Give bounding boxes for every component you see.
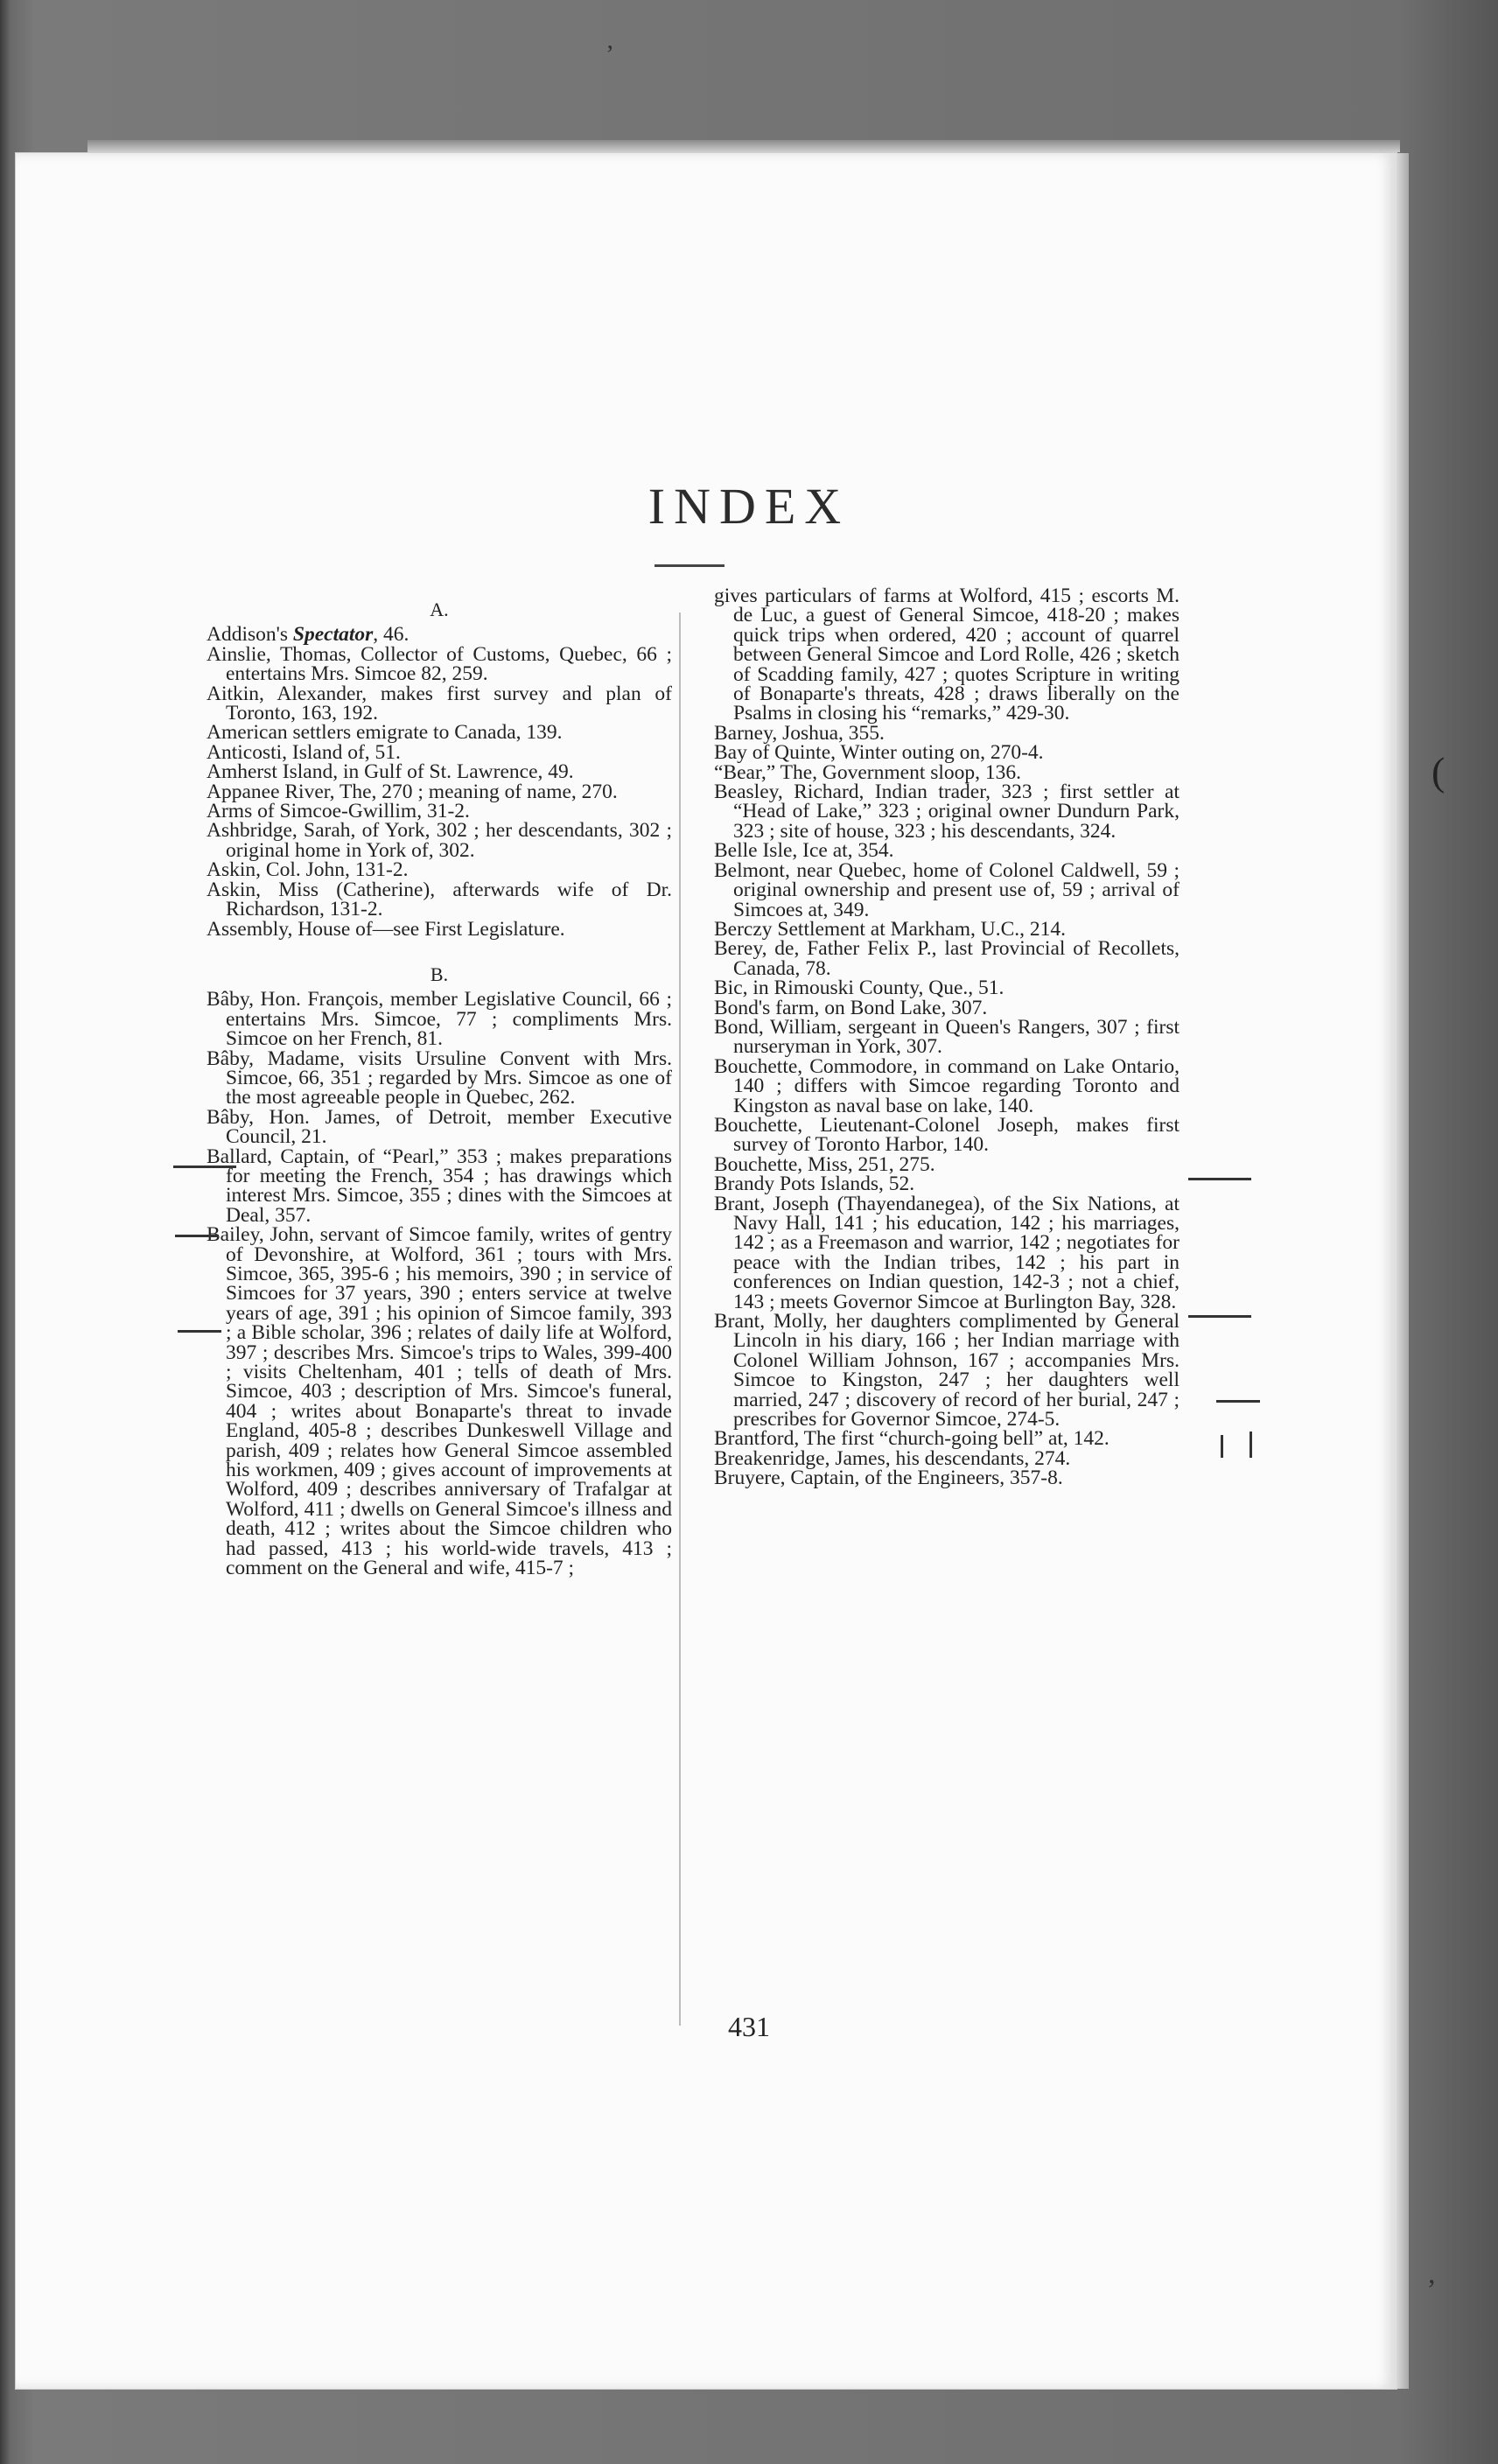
column-divider (679, 612, 681, 2026)
margin-pencil-mark (1221, 1435, 1223, 1458)
margin-bracket-mark: ( (1432, 749, 1446, 794)
scan-speck: , (1428, 2258, 1436, 2290)
right-index-entry: Brant, Joseph (Thayendanegea), of the Six Nations, at Navy Hall, 141 ; his education, 142 ; his marriages, 142 ; as a Freemason and warrior, 142 ; negotiates for peace with the Indian tribes, 142 ; his part in conferences on Indian question, 142-3 ; not a chief, 143 ; meets Governor Simcoe at Burlington Bay, 328. (714, 1192, 1180, 1313)
left-index-entry: Appanee River, The, 270 ; meaning of name, 270. (206, 780, 618, 803)
title-rule (654, 564, 724, 567)
left-index-entry: Addison's Spectator, 46. (206, 623, 410, 647)
left-index-entry: Askin, Col. John, 131-2. (206, 858, 409, 882)
left-index-entry: Amherst Island, in Gulf of St. Lawrence, 49. (206, 760, 574, 784)
index-column-left (206, 586, 672, 1578)
right-index-entry: Bouchette, Lieutenant-Colonel Joseph, makes first survey of Toronto Harbor, 140. (714, 1113, 1180, 1157)
right-index-entry: Bay of Quinte, Winter outing on, 270-4. (714, 741, 1044, 765)
right-index-entry: Bouchette, Miss, 251, 275. (714, 1152, 935, 1176)
left-index-entry: Ballard, Captain, of “Pearl,” 353 ; makes preparations for meeting the French, 354 ; has drawings which interest Mrs. Simcoe, 355 ; dines with the Simcoes at Deal, 357. (206, 1144, 672, 1227)
right-index-entry: Bouchette, Commodore, in command on Lake Ontario, 140 ; differs with Simcoe regarding Toronto and Kingston as naval base on lake, 140. (714, 1054, 1180, 1117)
right-index-entry: Belmont, near Quebec, home of Colonel Caldwell, 59 ; original ownership and present use of, 59 ; arrival of Simcoes at, 349. (714, 858, 1180, 921)
page-number: 431 (728, 2011, 770, 2042)
right-index-entry: Belle Isle, Ice at, 354. (714, 839, 894, 863)
scan-speck: ʼ (606, 40, 614, 69)
left-index-entry: Bâby, Hon. François, member Legislative Council, 66 ; entertains Mrs. Simcoe, 77 ; compliments Mrs. Simcoe on her French, 81. (206, 988, 672, 1051)
left-index-entry: Bâby, Hon. James, of Detroit, member Executive Council, 21. (206, 1105, 672, 1149)
margin-pencil-mark (178, 1330, 221, 1333)
left-index-entry: American settlers emigrate to Canada, 139. (206, 721, 563, 745)
left-index-entry: Aitkin, Alexander, makes first survey and plan of Toronto, 163, 192. (206, 682, 672, 725)
right-index-entry: Brandy Pots Islands, 52. (714, 1172, 915, 1196)
right-index-entry: Barney, Joshua, 355. (714, 721, 885, 745)
left-index-entry: Askin, Miss (Catherine), afterwards wife of Dr. Richardson, 131-2. (206, 878, 672, 921)
right-index-entry: Berey, de, Father Felix P., last Provincial of Recollets, Canada, 78. (714, 937, 1180, 980)
left-index-entry: Assembly, House of—see First Legislature. (206, 917, 565, 941)
right-index-entry: “Bear,” The, Government sloop, 136. (714, 760, 1022, 784)
margin-pencil-mark (1188, 1315, 1251, 1318)
right-index-entry: Bruyere, Captain, of the Engineers, 357-8. (714, 1466, 1063, 1490)
margin-pencil-mark (1216, 1400, 1260, 1403)
right-index-entry: Berczy Settlement at Markham, U.C., 214. (714, 917, 1067, 941)
right-index-entry: Bond's farm, on Bond Lake, 307. (714, 996, 988, 1019)
margin-pencil-mark (1250, 1432, 1252, 1458)
margin-pencil-mark (175, 1235, 219, 1237)
right-index-entry: Beasley, Richard, Indian trader, 323 ; first settler at “Head of Lake,” 323 ; original owner Dundurn Park, 323 ; site of house, 323 ; his descendants, 324. (714, 780, 1180, 843)
index-title: INDEX (648, 478, 850, 535)
left-index-entry: Bâby, Madame, visits Ursuline Convent with Mrs. Simcoe, 66, 351 ; regarded by Mrs. Simcoe as one of the most agreeable people in Quebec, 262. (206, 1046, 672, 1110)
left-index-entry: Bailey, John, servant of Simcoe family, writes of gentry of Devonshire, at Wolford, 361 ; tours with Mrs. Simcoe, 365, 395-6 ; his memoirs, 390 ; in service of Simcoes for 37 years, 390 ; enters service at twelve years of age, 391 ; his opinion of Simcoe family, 393 ; a Bible scholar, 396 ; relates of daily life at Wolford, 397 ; describes Mrs. Simcoe's trips to Wales, 399-400 ; visits Cheltenham, 401 ; tells of death of Mrs. Simcoe, 403 ; description of Mrs. Simcoe's funeral, 404 ; writes about Bonaparte's threat to invade England, 405-8 ; describes Dunkeswell Village and parish, 409 ; relates how General Simcoe assembled his workmen, 409 ; gives account of improvements at Wolford, 409 ; describes anniversary of Trafalgar at Wolford, 411 ; dwells on General Simcoe's illness and death, 412 ; writes about the Simcoe children who had passed, 413 ; his world-wide travels, 413 ; comment on the General and wife, 415-7 ; (206, 1223, 672, 1580)
left-index-entry: Ainslie, Thomas, Collector of Customs, Quebec, 66 ; entertains Mrs. Simcoe 82, 259. (206, 642, 672, 686)
section-letter: A. (430, 598, 449, 620)
section-letter: B. (430, 962, 449, 985)
right-index-entry: Brant, Molly, her daughters complimented by General Lincoln in his diary, 166 ; her Indian marriage with Colonel William Johnson, 167 ; accompanies Mrs. Simcoe to Kingston, 247 ; her daughters well married, 247 ; discovery of record of her burial, 247 ; prescribes for Governor Simcoe, 274-5. (714, 1310, 1180, 1432)
right-index-entry: Bic, in Rimouski County, Que., 51. (714, 976, 1004, 1000)
right-index-entry: Brantford, The first “church-going bell” at, 142. (714, 1427, 1110, 1451)
right-index-entry: gives particulars of farms at Wolford, 415 ; escorts M. de Luc, a guest of General Simcoe, 418-20 ; makes quick trips when ordered, 420 ; account of quarrel between General Simcoe and Lord Rolle, 426 ; sketch of Scadding family, 427 ; quotes Scripture in writing of Bonaparte's threats, 428 ; draws liberally on the Psalms in closing his “remarks,” 429-30. (714, 584, 1180, 725)
left-index-entry: Anticosti, Island of, 51. (206, 740, 401, 764)
margin-pencil-mark (1188, 1178, 1251, 1180)
left-index-entry: Arms of Simcoe-Gwillim, 31-2. (206, 800, 470, 823)
index-column-right (714, 586, 1180, 1488)
right-index-entry: Breakenridge, James, his descendants, 274. (714, 1446, 1071, 1470)
right-index-entry: Bond, William, sergeant in Queen's Rangers, 307 ; first nurseryman in York, 307. (714, 1015, 1180, 1059)
page-top-edge (88, 140, 1400, 152)
margin-pencil-mark (173, 1166, 236, 1168)
left-index-entry: Ashbridge, Sarah, of York, 302 ; her descendants, 302 ; original home in York of, 302. (206, 819, 672, 862)
